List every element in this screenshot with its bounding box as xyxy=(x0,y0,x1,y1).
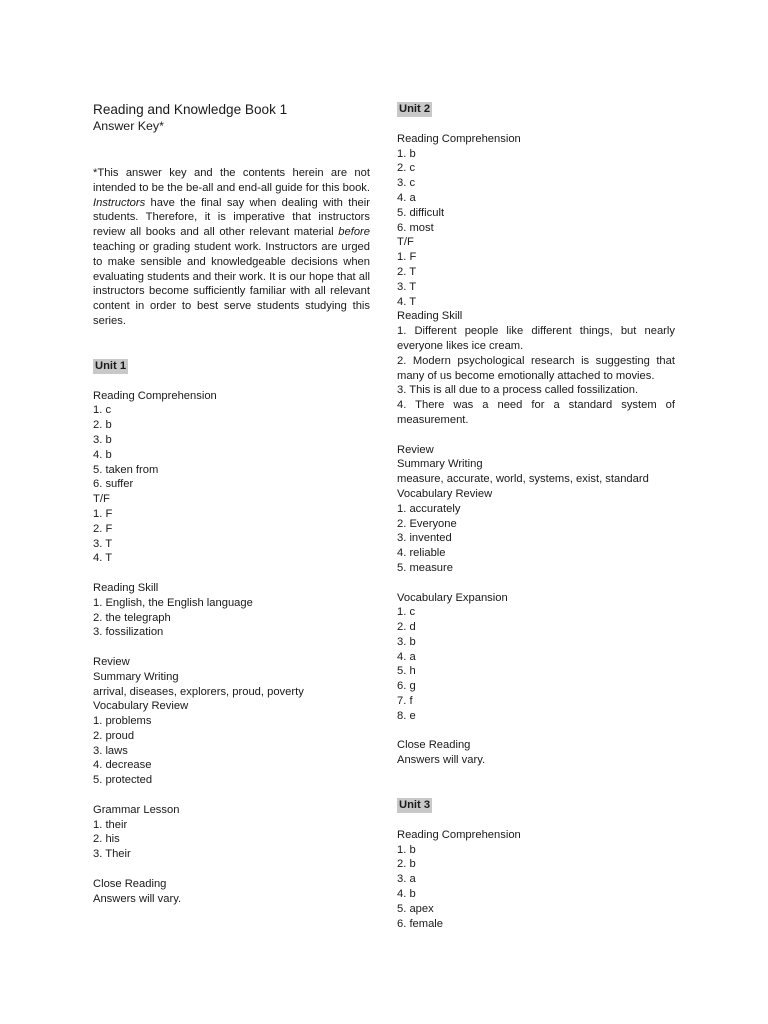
answer-line: 2. Everyone xyxy=(397,517,457,530)
answer-line: 4. b xyxy=(397,888,416,901)
answer-line: 5. taken from xyxy=(93,463,159,476)
answer-line: 4. T xyxy=(93,552,113,565)
answer-line: 1. Different people like different things, but nearly everyone likes ice cream. xyxy=(397,325,675,352)
unit-3-heading: Unit 3 xyxy=(399,799,431,812)
answer-line: 3. This is all due to a process called fossilization. xyxy=(397,384,639,397)
right-column xyxy=(397,102,675,931)
disclaimer-text-1: *This answer key and the contents herein are not intended to be the be-all and end-all guide for this book. xyxy=(93,167,370,194)
left-column xyxy=(93,102,370,906)
unit-1-reading-comprehension-label: Reading Comprehension xyxy=(93,389,217,402)
answer-line: 2. his xyxy=(93,833,120,846)
answer-line: 1. b xyxy=(397,147,416,160)
answer-line: 1. c xyxy=(397,606,416,619)
unit-2-close-reading-label: Close Reading xyxy=(397,739,471,752)
unit-1-reading-skill-label: Reading Skill xyxy=(93,581,159,594)
disclaimer-paragraph xyxy=(93,166,370,329)
answer-line: 3. a xyxy=(397,873,416,886)
answer-line: 2. c xyxy=(397,162,416,175)
answer-line: Answers will vary. xyxy=(397,754,486,767)
unit-1-tf-label: T/F xyxy=(93,493,110,506)
answer-line: 7. f xyxy=(397,695,413,708)
unit-2-heading: Unit 2 xyxy=(399,103,431,115)
answer-line: 2. F xyxy=(93,522,113,535)
answer-line: 2. b xyxy=(93,419,112,432)
answer-line: 3. T xyxy=(93,537,113,550)
answer-line: 1. English, the English language xyxy=(93,596,253,609)
answer-line: 3. b xyxy=(397,635,416,648)
answer-line: 4. b xyxy=(93,448,112,461)
answer-line: 2. proud xyxy=(93,729,135,742)
disclaimer-emphasis-before: before xyxy=(338,226,370,239)
answer-line: measure, accurate, world, systems, exist, standard xyxy=(397,473,649,486)
answer-line: 6. most xyxy=(397,221,434,234)
unit-1-heading: Unit 1 xyxy=(95,359,127,372)
document-title: Reading and Knowledge Book 1 xyxy=(93,102,288,117)
answer-line: 2. d xyxy=(397,621,416,634)
answer-line: 4. a xyxy=(397,191,416,204)
answer-line: 1. F xyxy=(397,251,417,264)
disclaimer-text-3: teaching or grading student work. Instructors are urged to make sensible and knowledgeable decisions when evaluating students and their work. It is our hope that all instructors become sufficiently familiar with all relevant content in order to best serve students studying this series. xyxy=(93,240,370,327)
answer-line: 3. c xyxy=(397,177,416,190)
unit-2-tf-label: T/F xyxy=(397,236,414,249)
unit-1-review-label: Review xyxy=(93,655,130,668)
unit-1-close-reading-label: Close Reading xyxy=(93,877,167,890)
answer-line: 5. h xyxy=(397,665,416,678)
answer-line: 3. fossilization xyxy=(93,626,164,639)
answer-line: 4. a xyxy=(397,650,416,663)
unit-2-reading-comprehension-label: Reading Comprehension xyxy=(397,132,521,145)
answer-line: 1. F xyxy=(93,507,113,520)
answer-line: 6. female xyxy=(397,917,444,930)
unit-1-vocabulary-review-label: Vocabulary Review xyxy=(93,700,189,713)
unit-2-vocabulary-expansion-label: Vocabulary Expansion xyxy=(397,591,508,604)
answer-line: 5. protected xyxy=(93,774,153,787)
answer-line: 5. measure xyxy=(397,561,453,574)
answer-line: 4. There was a need for a standard system of measurement. xyxy=(397,399,675,426)
unit-2-summary-writing-label: Summary Writing xyxy=(397,458,483,471)
answer-line: 2. the telegraph xyxy=(93,611,171,624)
unit-2-review-label: Review xyxy=(397,443,434,456)
answer-line: 3. invented xyxy=(397,532,452,545)
answer-line: 8. e xyxy=(397,709,416,722)
answer-line: 1. accurately xyxy=(397,502,461,515)
answer-line: 3. Their xyxy=(93,848,131,861)
answer-line: arrival, diseases, explorers, proud, poverty xyxy=(93,685,304,698)
answer-line: 6. suffer xyxy=(93,478,134,491)
unit-2-reading-skill-label: Reading Skill xyxy=(397,310,463,323)
answer-line: 6. g xyxy=(397,680,416,693)
document-subtitle: Answer Key* xyxy=(93,119,164,133)
answer-line: 4. reliable xyxy=(397,547,446,560)
answer-line: 5. difficult xyxy=(397,206,445,219)
answer-line: 3. T xyxy=(397,280,417,293)
answer-line: 4. T xyxy=(397,295,417,308)
answer-line: 4. decrease xyxy=(93,759,152,772)
answer-line: 2. T xyxy=(397,265,417,278)
unit-2-vocabulary-review-label: Vocabulary Review xyxy=(397,487,493,500)
answer-line: 3. laws xyxy=(93,744,128,757)
unit-3-reading-comprehension-label: Reading Comprehension xyxy=(397,828,521,841)
unit-1-summary-writing-label: Summary Writing xyxy=(93,670,179,683)
answer-line: 1. c xyxy=(93,404,112,417)
disclaimer-text-2: have the final say when dealing with their students. Therefore, it is imperative that instructors review all books and all other relevant material xyxy=(93,196,370,239)
disclaimer-emphasis-instructors: Instructors xyxy=(93,196,146,209)
answer-line: 2. b xyxy=(397,858,416,871)
answer-line: 1. their xyxy=(93,818,128,831)
answer-line: 3. b xyxy=(93,433,112,446)
answer-line: 1. b xyxy=(397,843,416,856)
answer-line: 1. problems xyxy=(93,715,152,728)
unit-1-grammar-lesson-label: Grammar Lesson xyxy=(93,803,180,816)
answer-line: Answers will vary. xyxy=(93,892,182,905)
answer-line: 2. Modern psychological research is suggesting that many of us become emotionally attached to movies. xyxy=(397,354,675,382)
answer-line: 5. apex xyxy=(397,902,434,915)
